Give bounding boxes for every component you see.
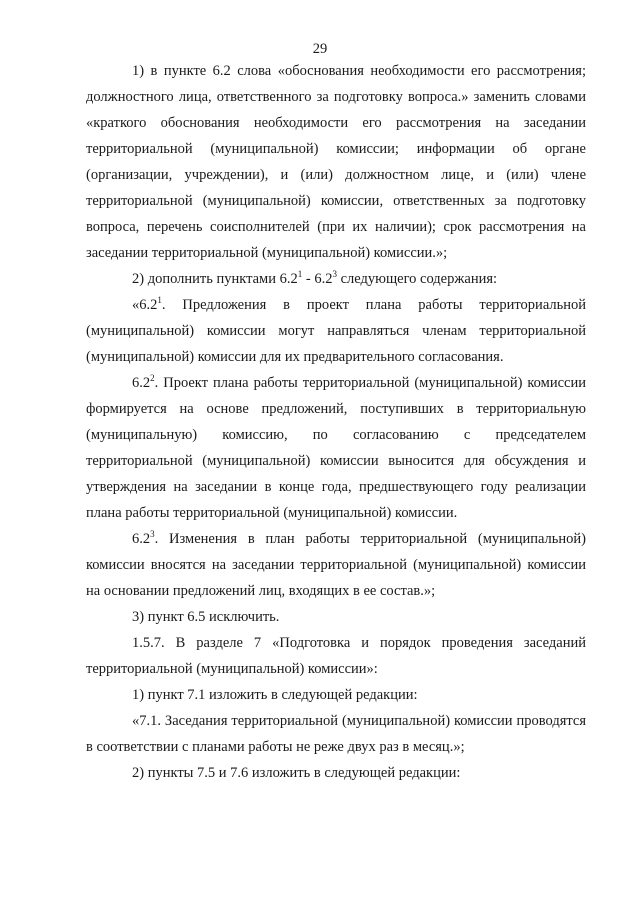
paragraph-6-2-1: «$6.2^1$. Предложения в проект плана работы территориальной (муниципальной) комиссии могут направляться членам территориальной (муниципальной) комиссии для их предварительного согласования. (86, 295, 586, 365)
page-number: 29 (312, 41, 328, 57)
superscript-index: 1 (297, 269, 303, 280)
paragraph-amend-6-2: 1) в пункте 6.2 слова «обоснования необходимости его рассмотрения; должностного лица, ответственного за подготовку вопроса.» заменить словами «краткого обоснования необходимости его рассмотрения на заседании территориальной (муниципальной) комиссии; информации об органе (организации, учреждении), и (или) должностном лице, и (или) члене территориальной (муниципальной) комиссии, ответственных за подготовку вопроса, перечень соисполнителей (при их наличии); срок рассмотрения на заседании территориальной (муниципальной) комиссии.»; (86, 63, 586, 261)
paragraph-add-6-2-points: 2) дополнить пунктами $6.2^1 - 6.2^3$ следующего содержания: (132, 269, 498, 287)
paragraph-6-2-2: $6.2^2$. Проект плана работы территориальной (муниципальной) комиссии формируется на основе предложений, поступивших в территориальную (муниципальную) комиссию, по согласованию с председателем территориальной (муниципальной) комиссии выносится для обсуждения и утверждения на заседании в конце года, предшествующего году реализации плана работы территориальной (муниципальной) комиссии. (86, 373, 586, 521)
paragraph-section-7: 1.5.7. В разделе 7 «Подготовка и порядок проведения заседаний территориальной (муниципальной) комиссии»: (86, 635, 586, 677)
paragraph-point-7-1: «7.1. Заседания территориальной (муниципальной) комиссии проводятся в соответствии с планами работы не реже двух раз в месяц.»; (86, 713, 586, 755)
superscript-index: 1 (157, 295, 162, 306)
paragraph-point-7-1-intro: 1) пункт 7.1 изложить в следующей редакции: (132, 687, 418, 703)
superscript-index: 3 (150, 529, 155, 540)
paragraph-points-7-5-7-6: 2) пункты 7.5 и 7.6 изложить в следующей редакции: (132, 765, 461, 781)
paragraph-exclude-6-5: 3) пункт 6.5 исключить. (132, 609, 280, 625)
superscript-index: 2 (150, 373, 155, 384)
superscript-index: 3 (332, 269, 337, 280)
document-body (86, 58, 586, 786)
paragraph-6-2-3: $6.2^3$. Изменения в план работы территориальной (муниципальной) комиссии вносятся на заседании территориальной (муниципальной) комиссии на основании предложений лиц, входящих в ее состав.»; (86, 529, 586, 599)
